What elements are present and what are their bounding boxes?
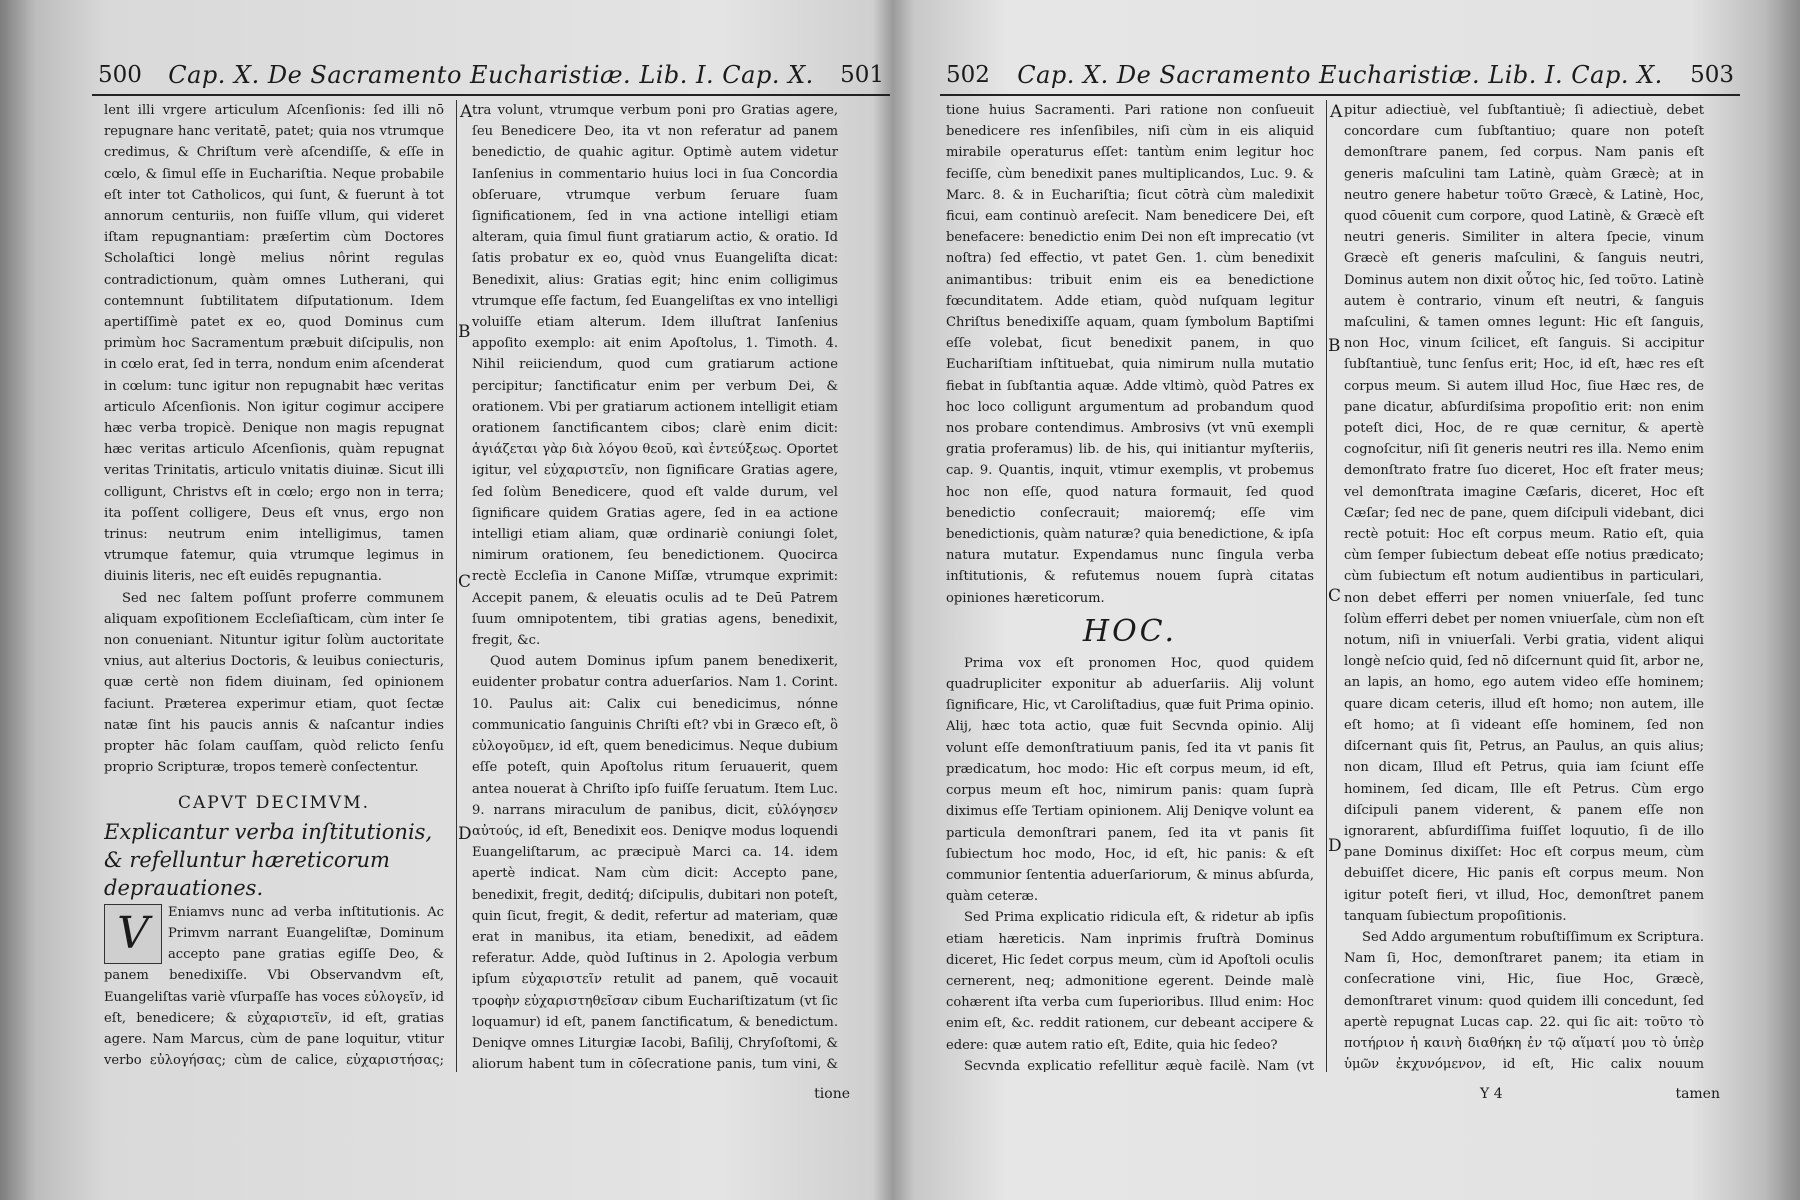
running-header — [940, 58, 1740, 96]
paragraph: pitur adiectiuè, vel ſubſtantiuè; ſi adiectiuè, debet concordare cum ſubſtantiuo; quare non poteſt demonſtrare panem, ſed corpus. Nam panis eſt generis maſculini tam Latinè, quàm Græcè; at in neutro genere habetur τοῦτο Græcè, & Latinè, Hoc, quod cōuenit cum corpore, quod Latinè, & Græcè eſt neutri generis. Similiter in altera ſpecie, vinum Græcè eſt generis maſculini, & ſanguis neutri, Dominus autem non dixit οὗτος hic, ſed τοῦτο. Latinè autem è contrario, vinum eſt neutri, & ſanguis maſculini, & tamen omnes legunt: Hic eſt ſanguis, non Hoc, vinum ſcilicet, eſt ſanguis. Si accipitur ſubſtantiuè, tunc ſenſus erit; Hoc, id eſt, hæc res eſt corpus meum. Si autem illud Hoc, ſiue Hæc res, de pane dicatur, abſurdiſsima propoſitio erit: non enim poteſt dici, Hoc, de re quæ cernitur, & apertè cognoſcitur, niſi ſit generis neutri res illa. Nemo enim demonſtrato fratre ſuo diceret, Hoc eſt frater meus; vel demonſtrata imagine Cæſaris, diceret, Hoc eſt Cæſar; ſed nec de pane, quem diſcipuli videbant, dici rectè potuit: Hoc eſt corpus meum. Ratio eſt, quia cùm ſemper ſubiectum debeat eſſe notius prædicato; cùm ſubiectum eſt notum audientibus in particulari, non debet efferri per nomen vniuerſale, ſed tunc ſolùm efferri debet per nomen vniuerſale, cùm non eſt notum, niſi in vniuerſali. Verbi gratia, vident aliqui longè neſcio quid, ſed nō diſcernunt quid ſit, arbor ne, an lapis, an homo, ego autem video eſſe hominem; quare dicam ceteris, illud eſt homo; non autem, ille eſt homo; at ſi videant eſſe hominem, ſed non diſcernant quis ſit, Petrus, an Paulus, an quis alius; non dicam, Illud eſt Petrus, quia iam ſciunt eſſe hominem, ſed dicam, Ille eſt Petrus. Cùm ergo diſcipuli panem viderent, & panem eſſe non ignorarent, abſurdiſſima fuiſſet loquutio, ſi de illo pane Dominus dixiſſet: Hoc eſt corpus meum, cùm debuiſſet dicere, Hic panis eſt corpus meum. Non igitur poteſt fieri, vt illud, Hoc, demonſtret panem tanquam ſubiectum propoſitionis. — [1344, 103, 1704, 924]
signature-mark: Y 4 — [1480, 1086, 1503, 1102]
left-page — [92, 58, 890, 1108]
running-title: Cap. X. De Sacramento Eucharistiæ. Lib. I. Cap. X. — [1017, 61, 1663, 89]
paragraph: lent illi vrgere articulum Aſcenſionis: ſed illi nō repugnare hanc veritatē, patet; quia nos vtrumque credimus, & Chriſtum verè aſcendiſſe, & eſſe in cœlo, & ſimul eſſe in Euchariſtia. Neque probabile eſt inter tot Catholicos, qui ſunt, & fuerunt à tot annorum centuriis, non fuiſſe vllum, qui videret iſtam repugnantiam: præſertim cùm Doctores Scholaſtici longè melius nôrint regulas contradictionum, quàm omnes Lutherani, qui contemnunt ſubtilitatem diſputationum. Idem apertiſſimè patet ex eo, quod Dominus cum primùm hoc Sacramentum præbuit diſcipulis, non in cœlo erat, ſed in terra, nondum enim aſcenderat in cœlum: tunc igitur non repugnabit hæc veritas articulo Aſcenſionis. Non igitur cogimur accipere hæc verba tropicè. Denique non magis repugnat hæc veritas articulo Aſcenſionis, quàm repugnat veritas Trinitatis, articulo vnitatis diuinæ. Sicut illi colligunt, Christvs eſt in cœlo; ergo non in terra; ita poſſent colligere, Deus eſt vnus, ergo non trinus: neutrum enim intelligimus, tamen vtrumque fatemur, quia vtrumque legimus in diuinis literis, nec eſt euidēs repugnantia. — [104, 103, 444, 585]
chapter-subtitle: Explicantur verba inſtitutionis, & refelluntur hæreticorum deprauationes. — [104, 819, 433, 900]
paragraph: Secvnda explicatio refellitur æquè facilè. Nam (vt — [964, 1058, 1314, 1072]
decorated-initial: V — [104, 904, 162, 964]
right-page — [940, 58, 1740, 1108]
margin-letter: A — [460, 102, 473, 122]
text-column-right — [1344, 100, 1704, 1072]
paragraph: Eniamvs nunc ad verba inſtitutionis. Ac Primvm narrant Euangeliſtæ, Dominum accepto pane gratias egiſſe Deo, & panem benedixiſſe. Vbi Observandvm eſt, Euangeliſtas variè vſurpaſſe has voces εὐλογεῖν, id eſt, benedicere; & εὐχαριστεῖν, id eſt, gratias agere. Nam Marcus, cùm de pane loquitur, vtitur verbo εὐλογήσας; cùm de calice, εὐχαριστήσας; — [104, 904, 444, 1069]
column-rule — [1326, 100, 1327, 1072]
section-heading: HOC. — [1082, 613, 1178, 649]
catchword: tione — [814, 1086, 850, 1102]
paragraph: Sed nec ſaltem poſſunt proferre communem aliquam expoſitionem Eccleſiaſticam, cùm inter ſe non conueniant. Nituntur igitur ſolùm auctoritate vnius, aut alterius Doctoris, & leuibus coniecturis, quæ certè non fidem diuinam, ſed opinionem faciunt. Præterea experimur etiam, quot ſectæ natæ ſint his paucis annis & naſcantur indies propter hāc ſolam cauſſam, quòd relicto ſenſu proprio Scripturæ, tropos temerè conſectentur. — [104, 590, 444, 776]
paragraph: Quod autem Dominus ipſum panem benedixerit, euidenter probatur contra aduerſarios. Nam 1. Corint. 10. Paulus ait: Calix cui benedicimus, nónne communicatio ſanguinis Chriſti eſt? vbi in Græco eſt, ὃ εὐλογοῦμεν, id eſt, quem benedicimus. Neque dubium eſſe poteſt, quin Apoſtolus ritum ſeruauerit, quem antea nouerat à Chriſto ipſo fuiſſe ſeruatum. Item Luc. 9. narrans miraculum de panibus, dicit, εὐλόγησεν αὐτούς, id eſt, Benedixit eos. Deniqve modus loquendi Euangeliſtarum, ac præcipuè Marci ca. 14. idem apertè indicat. Nam cùm dicit: Accepto pane, benedixit, fregit, deditq́; diſcipulis, dubitari non poteſt, quin ſicut, fregit, & dedit, refertur ad materiam, quæ erat in manibus, ita etiam, benedixit, ad eādem referatur. Adde, quòd Iuſtinus in 2. Apologia verbum ipſum εὐχαριστεῖν retulit ad panem, quē vocauit τροφὴν εὐχαριστηθεῖσαν cibum Euchariſtizatum (vt ſic loquamur) id eſt, panem ſanctificatum, & benedictum. Deniqve omnes Liturgiæ Iacobi, Baſilij, Chryſoſtomi, & aliorum habent tum in cōſecratione panis, tum vini, & — [472, 654, 838, 1072]
text-column-left — [946, 100, 1314, 1072]
paragraph: tra volunt, vtrumque verbum poni pro Gratias agere, ſeu Benedicere Deo, ita vt non referatur ad panem benedictio, de quahic agitur. Optimè autem videtur Ianſenius in commentario huius loci in ſua Concordia obſeruare, vtrumque verbum ſeruare ſuam ſignificationem, ſed in vna actione intelligi etiam alteram, quia ſimul fiunt gratiarum actio, & oratio. Id ſatis probatur ex eo, quòd vnus Euangeliſta dicat: Benedixit, alius: Gratias egit; hinc enim colligimus vtrumque eſſe factum, ſed Euangeliſtas ex vno intelligi voluiſſe etiam alterum. Idem illuſtrat Ianſenius appoſito exemplo: ait enim Apoſtolus, 1. Timoth. 4. Nihil reiiciendum, quod cum gratiarum actione percipitur; ſanctificatur enim per verbum Dei, & orationem. Vbi per gratiarum actionem intelligit etiam orationem ſanctificantem cibos; clarè enim dicit: ἁγιάζεται γὰρ διὰ λόγου θεοῦ, καὶ ἐντεύξεως. Oportet igitur, vel εὐχαριστεῖν, non ſignificare Gratias agere, ſed ſolùm Benedicere, quod eſt valde durum, vel ſignificare quidem Gratias agere, ſed in ea actione intelligi etiam aliam, quæ ordinariè coniungi ſolet, nimirum orationem, ſeu benedictionem. Quocirca rectè Eccleſia in Canone Miſſæ, vtrumque exprimit: Accepit panem, & eleuatis oculis ad te Deū Patrem ſuum omnipotentem, tibi gratias agens, benedixit, fregit, &c. — [472, 103, 838, 649]
chapter-heading: CAPVT DECIMVM. — [178, 792, 370, 813]
margin-letter: D — [458, 824, 472, 844]
margin-letter: D — [1328, 836, 1342, 856]
text-column-left — [104, 100, 444, 1072]
page-number: 503 — [1690, 62, 1734, 88]
margin-letter: B — [458, 322, 471, 342]
margin-letter: A — [1330, 102, 1343, 122]
running-header — [92, 58, 890, 96]
margin-letter: C — [1328, 586, 1342, 606]
paragraph: Sed Prima explicatio ridicula eſt, & ridetur ab ipſis etiam hæreticis. Nam inprimis fruſtrà Dominus diceret, Hic ſedet corpus meum, cùm id Apoſtoli oculis cernerent, neq; admonitione egerent. Deinde malè cohærent iſta verba cum ſuperioribus. Illud enim: Hoc enim eſt, &c. reddit rationem, cur debeant accipere & edere: quæ autem ratio eſt, Edite, quia hic ſedeo? — [946, 910, 1314, 1053]
paragraph: Prima vox eſt pronomen Hoc, quod quidem quadrupliciter exponitur ab aduerſariis. Alij volunt ſignificare, Hic, vt Caroliſtadius, quæ fuit Prima opinio. Alij, hæc tota actio, quæ fuit Secvnda opinio. Alij volunt eſſe demonſtratiuum panis, ſed ita vt panis ſit prædicatum, hoc modo: Hic eſt corpus meum, id eſt, corpus meum eſt hoc, nimirum panis: quam ſuprà diximus eſſe Tertiam opinionem. Alij Deniqve volunt ea particula demonſtrari panem, ſed ita vt panis ſit ſubiectum hoc modo, Hoc, id eſt, hic panis: & eſt communior ſententia aduerſariorum, & minus abſurda, quàm ceteræ. — [946, 655, 1314, 905]
paragraph: Sed Addo argumentum robuſtiſſimum ex Scriptura. Nam ſi, Hoc, demonſtraret panem; ita etiam in conſecratione vini, Hic, ſiue Hoc, Græcè, demonſtraret vinum: quod quidem illi concedunt, ſed apertè repugnat Lucas cap. 22. qui ſic ait: τοῦτο τὸ ποτήριον ἡ καινὴ διαθήκη ἐν τῷ αἵματί μου τὸ ὑπὲρ ὑμῶν ἐκχυνόμενον, id eſt, Hic calix nouum — [1344, 929, 1704, 1072]
paragraph: tione huius Sacramenti. Pari ratione non conſueuit benedicere res inſenſibiles, niſi cùm in eis aliquid mirabile operaturus eſſet: tantùm enim legitur hoc feciſſe, cùm benedixit panes multiplicandos, Luc. 9. & Marc. 8. & in Euchariſtia; ſicut cōtrà cùm maledixit ficui, eam continuò areſecit. Nam benedicere Dei, eſt benefacere: benedictio enim Dei non eſt imprecatio (vt noſtra) ſed effectio, vt patet Gen. 1. cùm benedixit animantibus: tribuit enim eis ea benedictione fœcunditatem. Adde etiam, quòd nuſquam legitur Chriſtus benedixiſſe aquam, quam ſymbolum Baptiſmi eſſe volebat, ſicut benedixit panem, in quo Euchariſtiam inſtituebat, quia nimirum nulla mutatio fiebat in ſubſtantia aquæ. Adde vltimò, quòd Patres ex hoc loco colligunt argumentum ad probandum quod nos probare contendimus. Ambrosivs (vt vnū exempli gratia proferamus) lib. de his, qui initiantur myſteriis, cap. 9. Quantis, inquit, vtimur exemplis, vt probemus hoc non eſſe, quod natura formauit, ſed quod benedictio conſecrauit; maioremq́; eſſe vim benedictionis, quàm naturæ? quia benedictione, & ipſa natura mutatur. Expendamus nunc ſingula verba inſtitutionis, & refutemus nouem ſuprà citatas opiniones hæreticorum. — [946, 103, 1314, 606]
margin-letter: C — [458, 572, 472, 592]
running-title: Cap. X. De Sacramento Eucharistiæ. Lib. I. Cap. X. — [168, 61, 814, 89]
page-number: 502 — [946, 62, 990, 88]
margin-letter: B — [1328, 336, 1341, 356]
text-column-right — [472, 100, 838, 1072]
column-rule — [456, 100, 457, 1072]
catchword: tamen — [1675, 1086, 1720, 1102]
page-number: 501 — [840, 62, 884, 88]
page-number: 500 — [98, 62, 142, 88]
